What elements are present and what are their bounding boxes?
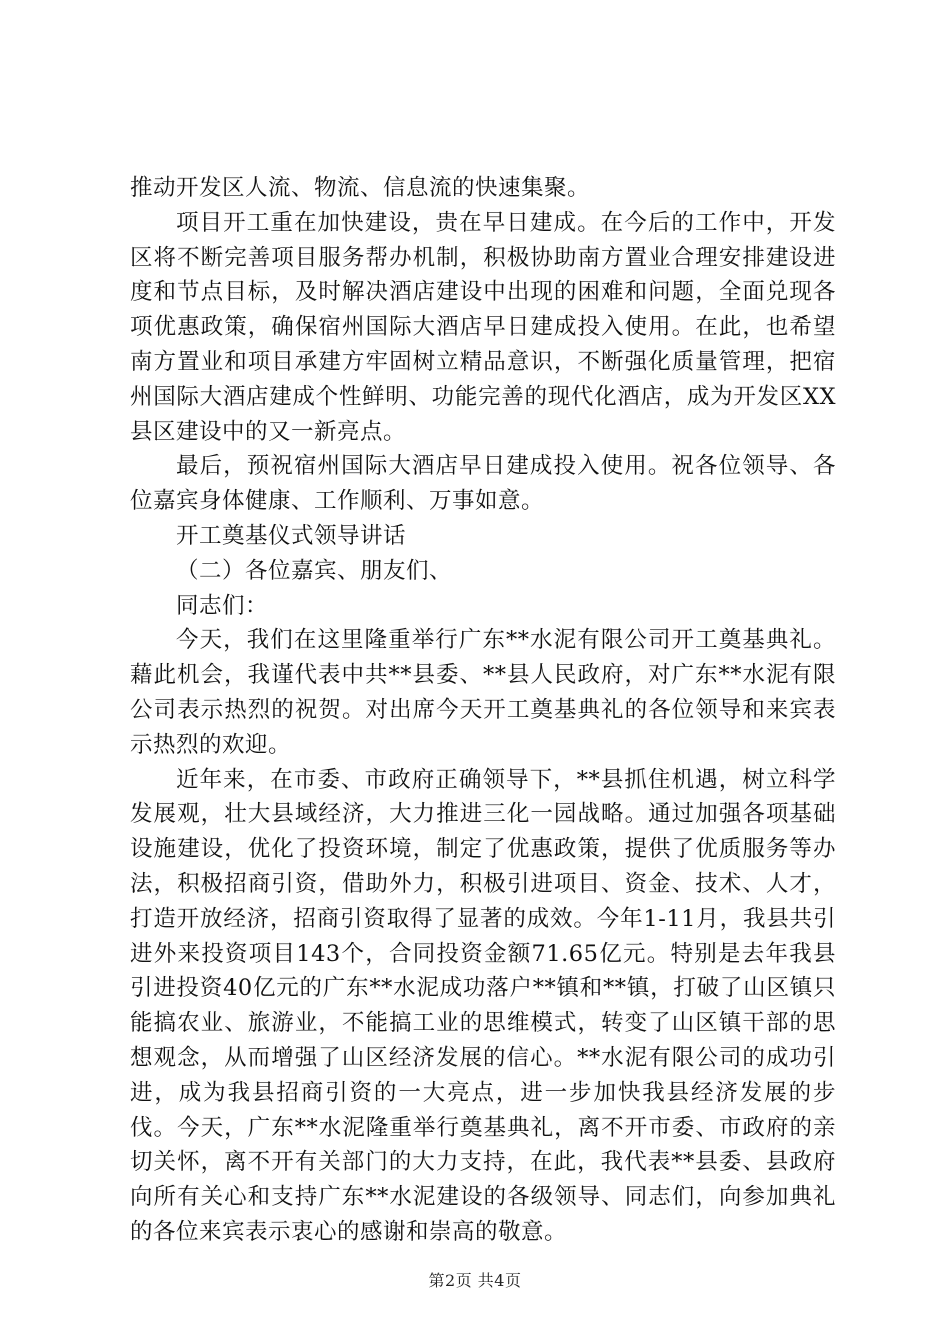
page-number-footer: 第2页 共4页 bbox=[428, 1271, 522, 1290]
paragraph-ceremony-opening: 今天，我们在这里隆重举行广东**水泥有限公司开工奠基典礼。藉此机会，我谨代表中共**县委、**县人民政府，对广东**水泥有限公司表示热烈的祝贺。对出席今天开工奠基典礼的各位领导和来宾表示热烈的欢迎。 bbox=[130, 627, 836, 758]
paragraph-development-review: 近年来，在市委、市政府正确领导下，**县抓住机遇，树立科学发展观，壮大县域经济，大力推进三化一园战略。通过加强各项基础设施建设，优化了投资环境，制定了优惠政策，提供了优质服务等办法，积极招商引资，借助外力，积极引进项目、资金、技术、人才，打造开放经济，招商引资取得了显著的成效。今年1-11月，我县共引进外来投资项目143个，合同投资金额71.65亿元。特别是去年我县引进投资40亿元的广东**水泥成功落户**镇和**镇，打破了山区镇只能搞农业、旅游业，不能搞工业的思维模式，转变了山区镇干部的思想观念，从而增强了山区经济发展的信心。**水泥有限公司的成功引进，成为我县招商引资的一大亮点，进一步加快我县经济发展的步伐。今天，广东**水泥隆重举行奠基典礼，离不开市委、市政府的亲切关怀，离不开有关部门的大力支持，在此，我代表**县委、县政府向所有关心和支持广东**水泥建设的各级领导、同志们，向参加典礼的各位来宾表示衷心的感谢和崇高的敬意。 bbox=[130, 766, 836, 1245]
paragraph-continuation: 推动开发区人流、物流、信息流的快速集聚。 bbox=[130, 175, 591, 201]
section-heading: 开工奠基仪式领导讲话 bbox=[176, 522, 407, 549]
paragraph-closing-wishes: 最后，预祝宿州国际大酒店早日建成投入使用。祝各位领导、各位嘉宾身体健康、工作顺利、万事如意。 bbox=[130, 453, 836, 515]
paragraph-project-construction: 项目开工重在加快建设，贵在早日建成。在今后的工作中，开发区将不断完善项目服务帮办机制，积极协助南方置业合理安排建设进度和节点目标，及时解决酒店建设中出现的困难和问题，全面兑现各项优惠政策，确保宿州国际大酒店早日建成投入使用。在此，也希望南方置业和项目承建方牢固树立精品意识，不断强化质量管理，把宿州国际大酒店建成个性鲜明、功能完善的现代化酒店，成为开发区XX县区建设中的又一新亮点。 bbox=[130, 209, 836, 445]
salutation-guests: （二）各位嘉宾、朋友们、 bbox=[176, 557, 453, 584]
salutation-comrades: 同志们： bbox=[176, 592, 269, 619]
document-body bbox=[130, 171, 836, 1250]
